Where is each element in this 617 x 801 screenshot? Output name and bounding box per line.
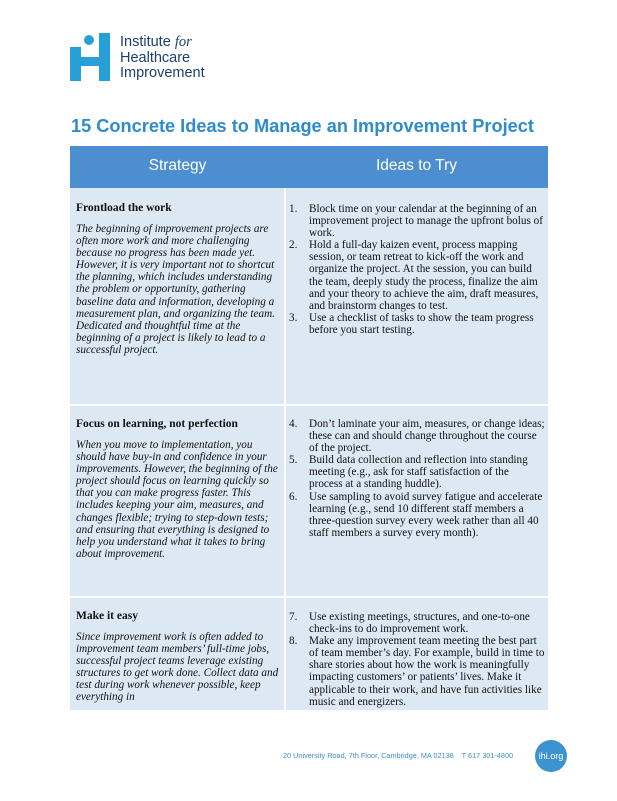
strategy-cell	[76, 418, 279, 560]
idea-text: Block time on your calendar at the beginning of an improvement project to manage the upfront bolus of work.	[309, 203, 543, 240]
strategy-description: When you move to implementation, you should have buy-in and confidence in your improvements. However, the beginning of the project should focus on learning quickly so that you can make progress faster. This includes keeping your aim, measures, and changes flexible; trying to step-down tests; and ensuring that everything is designed to help you understand what it takes to bring about improvement.	[76, 439, 278, 560]
idea-number: 6.	[289, 490, 298, 503]
idea-item	[289, 454, 545, 490]
ideas-cell	[289, 418, 545, 539]
idea-number: 7.	[289, 611, 298, 623]
footer-contact	[283, 751, 513, 760]
logo-line1: Institute	[120, 34, 171, 50]
idea-item	[289, 635, 545, 708]
row-divider	[70, 404, 548, 406]
logo-line2: Healthcare	[120, 49, 191, 66]
table-header	[70, 146, 548, 188]
strategy-title: Frontload the work	[76, 202, 172, 214]
logo-text	[120, 35, 205, 82]
page-title: 15 Concrete Ideas to Manage an Improvement Project	[71, 116, 534, 136]
idea-number: 4.	[289, 418, 298, 430]
idea-item	[289, 239, 545, 312]
idea-text: Use existing meetings, structures, and one-to-one check-ins to do improvement work.	[309, 611, 530, 636]
strategy-description: Since improvement work is often added to improvement team members’ full-time jobs, successful project teams leverage existing structures to get work done. Collect data and test during work whenever possible, keep everything in	[76, 631, 279, 704]
idea-number: 8.	[289, 635, 298, 648]
logo-line3: Improvement	[120, 65, 205, 81]
column-divider	[284, 188, 286, 710]
idea-item	[289, 312, 545, 336]
idea-text: Make any improvement team meeting the best part of team member’s day. For example, build in time to share stories about how the work is meaningfully impacting customers’ or patients’ lives. Make it applicable to their work, and have fun activities like music and energizers.	[309, 635, 545, 708]
idea-item	[289, 611, 545, 635]
idea-number: 1.	[289, 203, 298, 215]
header-ideas: Ideas to Try	[376, 157, 457, 174]
strategy-title: Make it easy	[76, 610, 138, 622]
idea-text: Hold a full-day kaizen event, process mapping session, or team retreat to kick-off the work and organize the project. At the session, you can build the team, deeply study the process, finalize the aim and your theory to achieve the aim, draft measures, and brainstorm changes to test.	[309, 239, 539, 312]
idea-number: 3.	[289, 311, 298, 324]
ideas-list	[289, 418, 545, 539]
strategy-cell	[76, 610, 279, 704]
footer-address: 20 University Road, 7th Floor, Cambridge, MA 02138	[283, 751, 454, 760]
idea-item	[289, 203, 545, 239]
logo-line1-italic: for	[174, 34, 192, 50]
idea-number: 2.	[289, 239, 298, 252]
idea-text: Use a checklist of tasks to show the team progress before you start testing.	[309, 311, 534, 336]
ideas-cell	[289, 203, 545, 336]
idea-number: 5.	[289, 454, 298, 467]
ideas-list	[289, 611, 545, 708]
idea-text: Build data collection and reflection into standing meeting (e.g., ask for staff satisfaction of the process at a standing huddle).	[309, 454, 528, 491]
row-divider	[70, 596, 548, 598]
header-strategy: Strategy	[148, 157, 207, 174]
idea-text: Don’t laminate your aim, measures, or change ideas; these can and should change throughout the course of the project.	[309, 418, 545, 455]
ihi-site-badge[interactable]: ihi.org	[535, 740, 567, 772]
idea-item	[289, 418, 545, 454]
ideas-cell	[289, 611, 545, 708]
strategy-table	[70, 146, 548, 710]
ihi-logo	[70, 33, 230, 85]
idea-item	[289, 491, 545, 539]
strategy-title: Focus on learning, not perfection	[76, 418, 238, 430]
footer-phone: T 617 301-4800	[461, 751, 514, 760]
strategy-cell	[76, 202, 279, 356]
idea-text: Use sampling to avoid survey fatigue and accelerate learning (e.g., send 10 different staff members a three-question survey every week rather than all 40 staff members a survey every month).	[309, 490, 543, 539]
strategy-description: The beginning of improvement projects are often more work and more challenging because no progress has been made yet. However, it is very important not to shortcut the planning, which includes understanding the problem or opportunity, gathering baseline data and information, developing a measurement plan, and organizing the team. Dedicated and thoughtful time at the beginning of a project is likely to lead to a successful project.	[76, 223, 275, 356]
ihi-logo-icon	[70, 33, 112, 81]
ideas-list	[289, 203, 545, 336]
